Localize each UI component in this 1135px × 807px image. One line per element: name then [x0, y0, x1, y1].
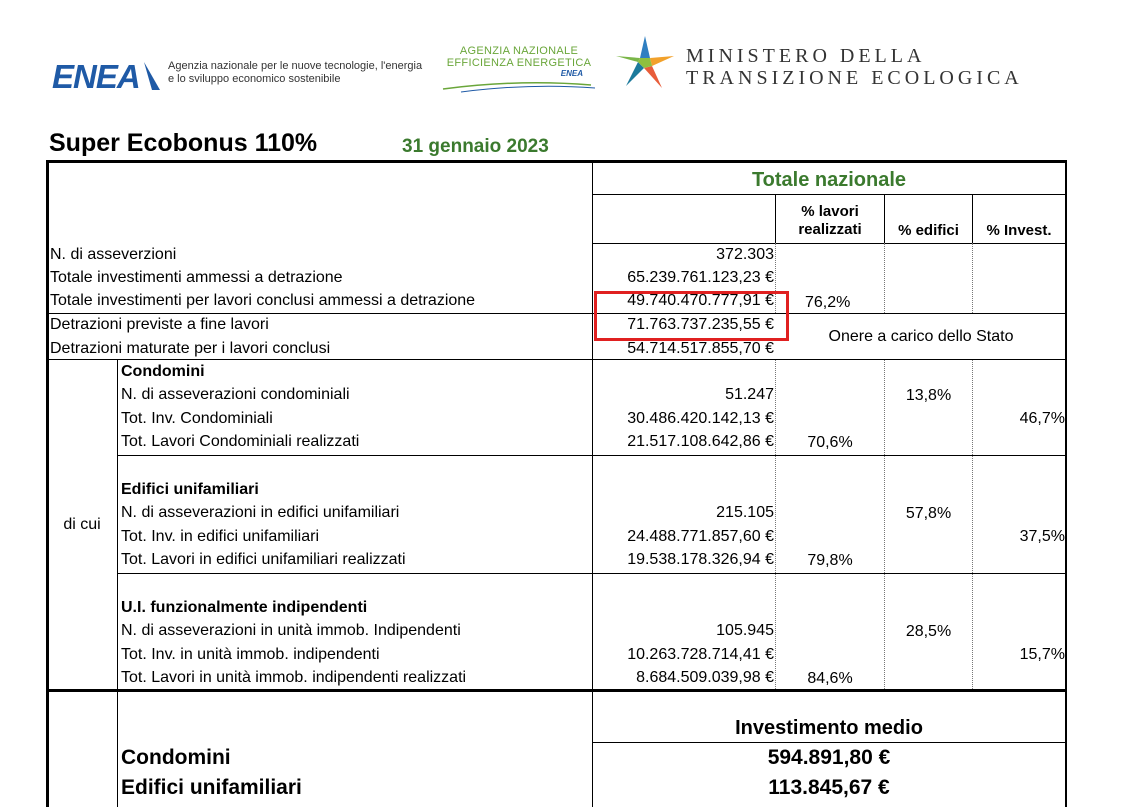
- column-header-edifici: % edifici: [898, 222, 959, 239]
- group-ui-value-2: 8.684.509.039,98 €: [636, 669, 774, 686]
- group-condomini-label-1: Tot. Inv. Condominiali: [121, 410, 273, 427]
- group-title-condomini: Condomini: [121, 363, 205, 380]
- onere-stato-label: Onere a carico dello Stato: [828, 328, 1014, 345]
- row-value-detrazioni-previste: 71.763.737.235,55 €: [627, 316, 774, 333]
- agenzia-line2: EFFICIENZA ENERGETICA: [446, 57, 592, 69]
- group-edifici-pct-2: 79,8%: [807, 552, 853, 569]
- column-header-lavori-line2: realizzati: [798, 221, 862, 238]
- section-title-totale-nazionale: Totale nazionale: [751, 169, 907, 191]
- agenzia-swoosh-icon: [441, 79, 597, 93]
- agenzia-logo: [441, 45, 597, 98]
- group-condomini-pct-2: 70,6%: [807, 434, 853, 451]
- highlight-box: [594, 291, 789, 341]
- row-label-totale-investimenti: Totale investimenti ammessi a detrazione: [50, 269, 343, 286]
- group-condomini-value-1: 30.486.420.142,13 €: [627, 410, 774, 427]
- group-condomini-pct-0: 13,8%: [905, 387, 952, 404]
- enea-description: [168, 60, 422, 86]
- group-condomini-pct-1: 46,7%: [1019, 410, 1065, 427]
- row-value-asseverazioni: 372.303: [716, 246, 774, 263]
- column-header-invest: % Invest.: [986, 222, 1052, 239]
- group-ui-label-1: Tot. Inv. in unità immob. indipendenti: [121, 646, 380, 663]
- group-edifici-value-2: 19.538.178.326,94 €: [627, 551, 774, 568]
- column-header-lavori-line1: % lavori: [801, 203, 859, 220]
- group-ui-pct-0: 28,5%: [905, 623, 952, 640]
- group-edifici-pct-0: 57,8%: [905, 505, 952, 522]
- column-header-lavori: [776, 203, 884, 239]
- ministero-line2: TRANSIZIONE ECOLOGICA: [686, 67, 1023, 89]
- row-label-asseverazioni: N. di asseverzioni: [50, 246, 177, 263]
- group-edifici-label-0: N. di asseverazioni in edifici unifamiliari: [121, 504, 400, 521]
- group-ui-value-1: 10.263.728.714,41 €: [627, 646, 774, 663]
- group-ui-value-0: 105.945: [716, 622, 774, 639]
- group-condomini-label-0: N. di asseverazioni condominiali: [121, 386, 350, 403]
- group-condomini-label-2: Tot. Lavori Condominiali realizzati: [121, 433, 360, 450]
- ministero-title: [686, 45, 1023, 89]
- group-ui-label-2: Tot. Lavori in unità immob. indipendenti realizzati: [121, 669, 467, 686]
- enea-desc-line1: Agenzia nazionale per le nuove tecnologie, l'energia: [168, 60, 423, 72]
- group-condomini-value-0: 51.247: [725, 386, 774, 403]
- row-pct-investimenti-conclusi: 76,2%: [805, 294, 851, 311]
- group-edifici-label-2: Tot. Lavori in edifici unifamiliari realizzati: [121, 551, 406, 568]
- row-label-detrazioni-previste: Detrazioni previste a fine lavori: [50, 316, 269, 333]
- group-edifici-pct-1: 37,5%: [1019, 528, 1065, 545]
- investimento-label-edifici: Edifici unifamiliari: [121, 776, 302, 799]
- investimento-label-condomini: Condomini: [121, 746, 231, 769]
- svg-text:ENEA: ENEA: [52, 58, 140, 92]
- row-label-investimenti-conclusi: Totale investimenti per lavori conclusi ammessi a detrazione: [50, 292, 476, 309]
- group-condomini-value-2: 21.517.108.642,86 €: [627, 433, 774, 450]
- group-ui-pct-2: 84,6%: [807, 670, 853, 687]
- row-value-detrazioni-maturate: 54.714.517.855,70 €: [627, 340, 774, 357]
- row-value-totale-investimenti: 65.239.761.123,23 €: [627, 269, 774, 286]
- ministero-line1: MINISTERO DELLA: [686, 45, 926, 67]
- group-title-ui-indipendenti: U.I. funzionalmente indipendenti: [121, 599, 368, 616]
- group-edifici-value-0: 215.105: [716, 504, 774, 521]
- row-value-investimenti-conclusi: 49.740.470.777,91 €: [627, 292, 774, 309]
- investimento-value-edifici: 113.845,67 €: [768, 776, 890, 799]
- group-edifici-value-1: 24.488.771.857,60 €: [627, 528, 774, 545]
- row-label-detrazioni-maturate: Detrazioni maturate per i lavori conclusi: [50, 340, 331, 357]
- group-ui-pct-1: 15,7%: [1019, 646, 1065, 663]
- group-title-edifici: Edifici unifamiliari: [121, 481, 259, 498]
- di-cui-label: di cui: [63, 516, 101, 533]
- investimento-value-condomini: 594.891,80 €: [767, 746, 891, 769]
- group-edifici-label-1: Tot. Inv. in edifici unifamiliari: [121, 528, 319, 545]
- agenzia-mark: ENEA: [560, 69, 583, 78]
- agenzia-line1: AGENZIA NAZIONALE: [459, 45, 579, 57]
- investimento-medio-title: Investimento medio: [735, 717, 923, 739]
- enea-desc-line2: e lo sviluppo economico sostenibile: [168, 73, 341, 85]
- group-ui-label-0: N. di asseverazioni in unità immob. Indipendenti: [121, 622, 461, 639]
- report-date: 31 gennaio 2023: [402, 136, 549, 157]
- page-title: Super Ecobonus 110%: [49, 129, 318, 157]
